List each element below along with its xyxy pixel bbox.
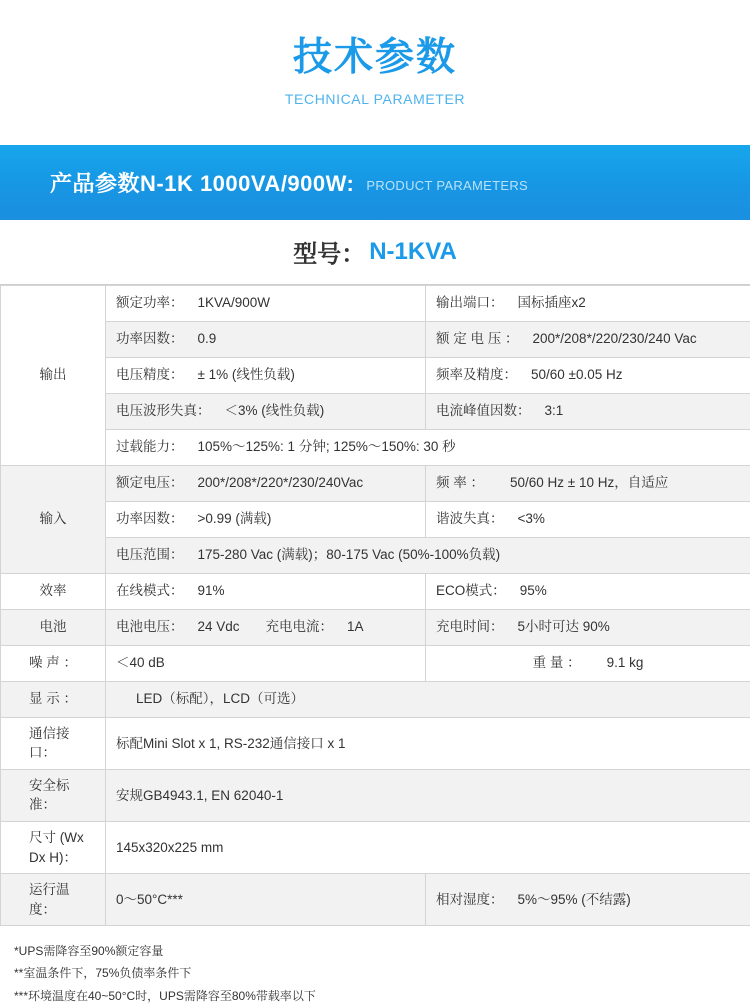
value-frequency-in: 50/60 Hz ± 10 Hz，自适应 xyxy=(510,475,668,490)
value-comm-interface: 标配Mini Slot x 1, RS-232通信接口 x 1 xyxy=(106,717,750,769)
table-row xyxy=(1,465,750,501)
cell-online-mode xyxy=(106,573,426,609)
table-row xyxy=(1,393,750,429)
page-subtitle: TECHNICAL PARAMETER xyxy=(0,91,750,107)
cell-eco-mode xyxy=(426,573,750,609)
label-humidity: 相对湿度： xyxy=(436,892,504,907)
cell-overload-capacity xyxy=(106,429,750,465)
footnote-1: *UPS需降容至90%额定容量 xyxy=(14,940,736,962)
cell-rated-voltage-in xyxy=(106,465,426,501)
label-battery-voltage: 电池电压： xyxy=(116,619,184,634)
model-value: N-1KVA xyxy=(369,238,457,266)
footnotes xyxy=(0,926,750,1007)
label-harmonic-distortion: 谐波失真： xyxy=(436,511,504,526)
value-humidity: 5%～95% (不结露) xyxy=(518,892,631,907)
cell-waveform-distortion xyxy=(106,393,426,429)
category-battery: 电池 xyxy=(1,609,106,645)
cell-rated-power xyxy=(106,285,426,321)
label-output-port: 输出端口： xyxy=(436,295,504,310)
cell-frequency-in xyxy=(426,465,750,501)
value-online-mode: 91% xyxy=(198,583,225,598)
table-row xyxy=(1,645,750,681)
table-row xyxy=(1,681,750,717)
label-power-factor-in: 功率因数： xyxy=(116,511,184,526)
table-row xyxy=(1,357,750,393)
cell-frequency-accuracy xyxy=(426,357,750,393)
cell-charge-time xyxy=(426,609,750,645)
label-charge-current: 充电电流： xyxy=(266,619,334,634)
label-waveform-distortion: 电压波形失真： xyxy=(116,403,211,418)
value-battery-voltage: 24 Vdc xyxy=(198,619,240,634)
label-frequency-accuracy: 频率及精度： xyxy=(436,367,517,382)
value-eco-mode: 95% xyxy=(520,583,547,598)
cell-battery-voltage-current xyxy=(106,609,426,645)
value-harmonic-distortion: <3% xyxy=(518,511,545,526)
model-label: 型号： xyxy=(293,234,365,269)
cell-voltage-range xyxy=(106,537,750,573)
table-row xyxy=(1,717,750,769)
label-crest-factor: 电流峰值因数： xyxy=(436,403,531,418)
label-rated-voltage-out: 额 定 电 压 ： xyxy=(436,331,519,346)
table-row xyxy=(1,501,750,537)
label-safety-standard: 安全标准： xyxy=(1,769,106,821)
product-parameters-banner xyxy=(0,145,750,220)
value-frequency-accuracy: 50/60 ±0.05 Hz xyxy=(531,367,622,382)
label-voltage-range: 电压范围： xyxy=(116,547,184,562)
category-efficiency: 效率 xyxy=(1,573,106,609)
value-weight: 9.1 kg xyxy=(607,655,644,670)
label-dimensions: 尺寸 (Wx Dx H)： xyxy=(1,822,106,874)
page-title: 技术参数 xyxy=(0,34,750,83)
label-frequency-in: 频 率 ： xyxy=(436,475,484,490)
label-rated-power: 额定功率： xyxy=(116,295,184,310)
value-dimensions: 145x320x225 mm xyxy=(106,822,750,874)
label-operating-temp: 运行温度： xyxy=(1,874,106,926)
table-row xyxy=(1,321,750,357)
value-noise: ＜40 dB xyxy=(116,655,165,670)
value-display: LED（标配），LCD（可选） xyxy=(106,681,750,717)
category-output: 输出 xyxy=(1,285,106,465)
page-header xyxy=(0,0,750,107)
label-weight: 重 量 ： xyxy=(533,655,581,670)
specification-table xyxy=(0,285,750,927)
value-operating-temp: 0～50°C*** xyxy=(106,874,426,926)
model-row xyxy=(0,220,750,285)
cell-power-factor-out xyxy=(106,321,426,357)
table-row xyxy=(1,609,750,645)
table-row xyxy=(1,285,750,321)
value-overload-capacity: 105%～125%: 1 分钟; 125%～150%: 30 秒 xyxy=(198,439,456,454)
footnote-3: ***环境温度在40~50°C时，UPS需降容至80%带载率以下 xyxy=(14,985,736,1007)
value-charge-time: 5小时可达 90% xyxy=(518,619,610,634)
cell-rated-voltage-out xyxy=(426,321,750,357)
value-waveform-distortion: ＜3% (线性负载) xyxy=(225,403,325,418)
label-eco-mode: ECO模式： xyxy=(436,583,506,598)
label-noise: 噪 声 ： xyxy=(1,645,106,681)
cell-crest-factor xyxy=(426,393,750,429)
cell-power-factor-in xyxy=(106,501,426,537)
banner-title-en: PRODUCT PARAMETERS xyxy=(366,178,528,193)
table-row xyxy=(1,573,750,609)
cell-output-port xyxy=(426,285,750,321)
label-power-factor-out: 功率因数： xyxy=(116,331,184,346)
value-crest-factor: 3:1 xyxy=(545,403,564,418)
cell-weight xyxy=(426,645,750,681)
value-rated-voltage-out: 200*/208*/220/230/240 Vac xyxy=(533,331,697,346)
table-row xyxy=(1,822,750,874)
cell-noise-value xyxy=(106,645,426,681)
cell-humidity xyxy=(426,874,750,926)
value-rated-power: 1KVA/900W xyxy=(198,295,271,310)
table-row xyxy=(1,429,750,465)
label-rated-voltage-in: 额定电压： xyxy=(116,475,184,490)
value-charge-current: 1A xyxy=(347,619,364,634)
value-power-factor-out: 0.9 xyxy=(198,331,217,346)
value-power-factor-in: >0.99 (满载) xyxy=(198,511,272,526)
value-voltage-range: 175-280 Vac (满载)；80-175 Vac (50%-100%负载) xyxy=(198,547,501,562)
table-row xyxy=(1,769,750,821)
cell-voltage-accuracy xyxy=(106,357,426,393)
label-comm-interface: 通信接口： xyxy=(1,717,106,769)
table-row xyxy=(1,874,750,926)
cell-harmonic-distortion xyxy=(426,501,750,537)
label-charge-time: 充电时间： xyxy=(436,619,504,634)
category-input: 输入 xyxy=(1,465,106,573)
banner-title-cn: 产品参数N-1K 1000VA/900W: xyxy=(50,167,354,198)
value-rated-voltage-in: 200*/208*/220*/230/240Vac xyxy=(198,475,364,490)
label-overload-capacity: 过载能力： xyxy=(116,439,184,454)
table-row xyxy=(1,537,750,573)
label-voltage-accuracy: 电压精度： xyxy=(116,367,184,382)
value-output-port: 国标插座x2 xyxy=(518,295,586,310)
value-voltage-accuracy: ± 1% (线性负载) xyxy=(198,367,295,382)
label-online-mode: 在线模式： xyxy=(116,583,184,598)
label-display: 显 示 ： xyxy=(1,681,106,717)
footnote-2: **室温条件下，75%负债率条件下 xyxy=(14,962,736,984)
value-safety-standard: 安规GB4943.1, EN 62040-1 xyxy=(106,769,750,821)
